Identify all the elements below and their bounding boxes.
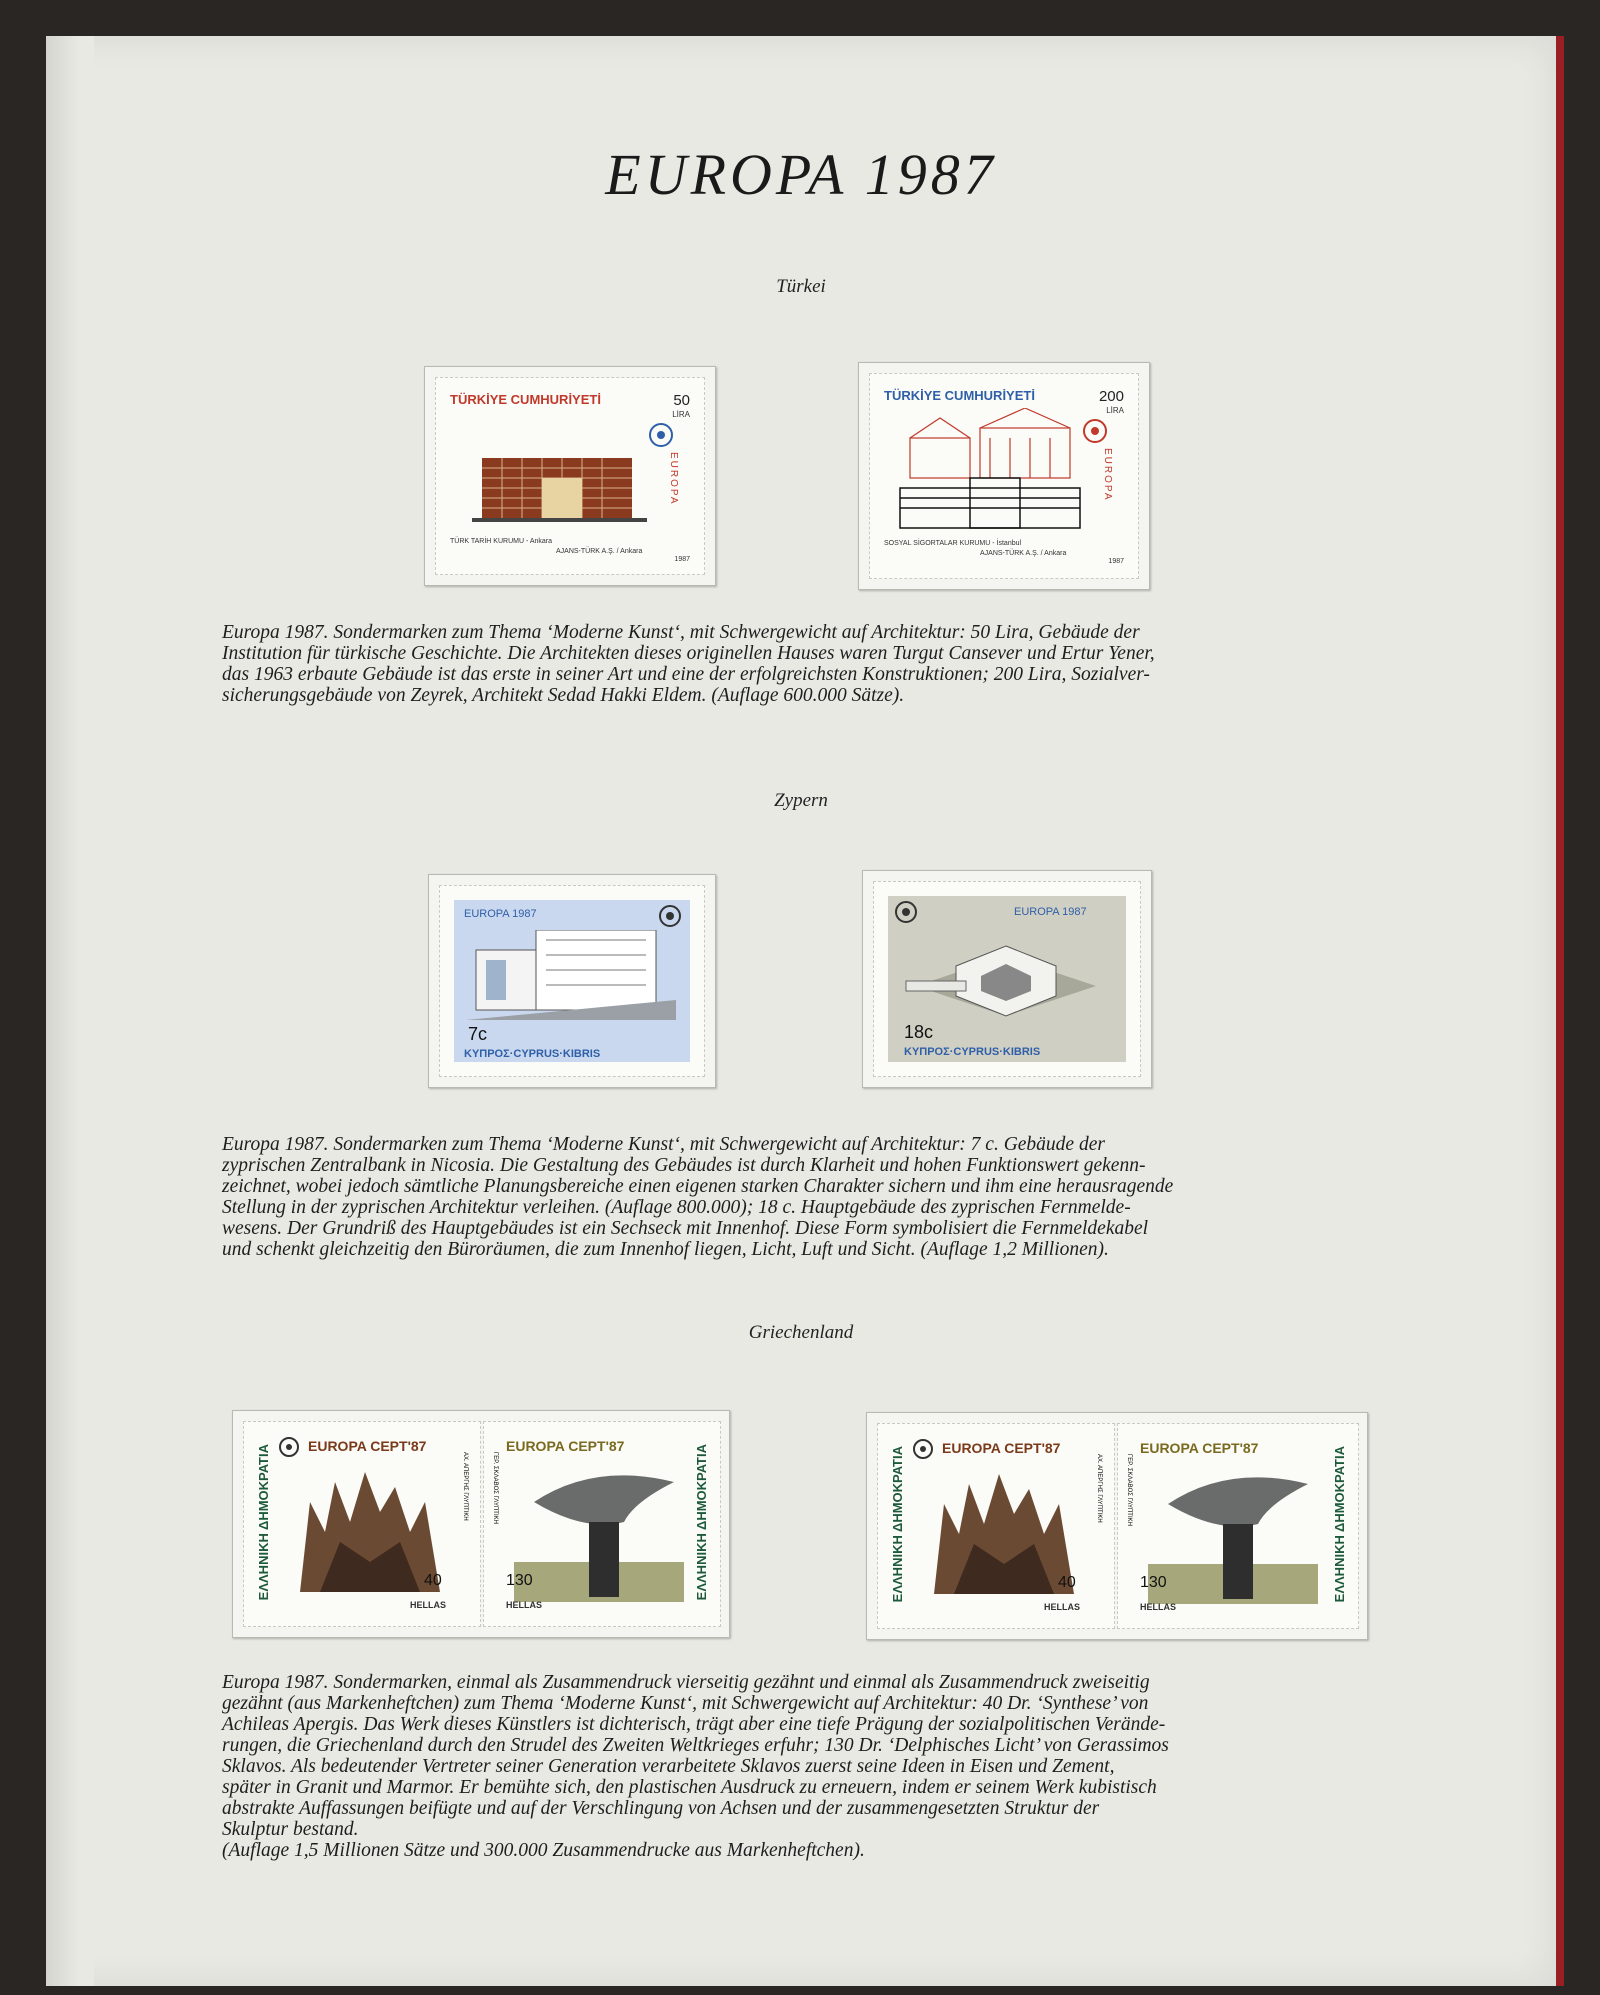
stamp-country-vertical: ΕΛΛΗΝΙΚΗ ΔΗΜΟΚΡΑΤΙΑ [256,1444,271,1601]
stamp-header: EUROPA 1987 [1014,906,1087,918]
description-line: sicherungsgebäude von Zeyrek, Architekt Sedad Hakki Eldem. (Auflage 600.000 Sätze). [222,685,905,706]
description-line: Europa 1987. Sondermarken zum Thema ‘Moderne Kunst‘, mit Schwergewicht auf Architektur: 50 Lira, Gebäude der [222,622,1140,643]
stamp-mount [858,362,1150,590]
stamp-caption: TÜRK TARİH KURUMU - Ankara [450,538,553,545]
stamp-footer: ΚΥΠΡΟΣ·CYPRUS·KIBRIS [904,1046,1041,1058]
stamp-footer: HELLAS [1044,1602,1080,1612]
stamp-side-text: EUROPA [668,452,679,506]
stamp-year: 1987 [1108,558,1124,565]
stamp-artist: ΓΕΡ. ΣΚΛΑΒΟΣ ΓΛΥΠΤΙΚΗ [492,1452,498,1524]
stamp-mount [424,366,716,586]
stamp-printer: AJANS-TÜRK A.Ş. / Ankara [980,550,1067,557]
stamp-footer: HELLAS [506,1600,542,1610]
europa-emblem-icon [894,900,918,924]
sculpture-illustration [1148,1464,1318,1604]
description-line: wesens. Der Grundriß des Hauptgebäudes ist ein Sechseck mit Innenhof. Diese Form symbolisiert die Fernmeldekabel [222,1218,1149,1239]
stamp-country-vertical: ΕΛΛΗΝΙΚΗ ΔΗΜΟΚΡΑΤΙΑ [694,1444,709,1601]
description-cyprus [222,1134,1432,1260]
stamp-mount [428,874,716,1088]
page-binding [46,36,94,1986]
description-line: Europa 1987. Sondermarken, einmal als Zusammendruck vierseitig gezähnt und einmal als Zusammendruck zweiseitig [222,1672,1150,1693]
description-line: das 1963 erbaute Gebäude ist das erste in seiner Art und eine der erfolgreichsten Konstruktionen; 200 Lira, Sozialver- [222,664,1150,685]
stamp-header: EUROPA CEPT'87 [308,1438,427,1454]
stamp-unit: LİRA [1106,406,1124,415]
stamp-header: TÜRKİYE CUMHURİYETİ [450,392,601,407]
stamp-value: 18c [904,1022,934,1042]
description-line: und schenkt gleichzeitig den Büroräumen, die zum Innenhof liegen, Licht, Luft und Sicht. (Auflage 1,2 Millionen). [222,1239,1109,1260]
stamp-unit: LİRA [672,410,690,419]
stamp-greece-130 [483,1421,721,1627]
stamp-artist: ΓΕΡ. ΣΚΛΑΒΟΣ ΓΛΥΠΤΙΚΗ [1126,1454,1132,1526]
description-line: Europa 1987. Sondermarken zum Thema ‘Moderne Kunst‘, mit Schwergewicht auf Architektur: 7 c. Gebäude der [222,1134,1105,1155]
description-line: zyprischen Zentralbank in Nicosia. Die Gestaltung des Gebäudes ist durch Klarheit und hohen Funktionswert gekenn- [222,1155,1146,1176]
stamp-country-vertical: ΕΛΛΗΝΙΚΗ ΔΗΜΟΚΡΑΤΙΑ [890,1446,905,1603]
description-line: rungen, die Griechenland durch den Strudel des Zweiten Weltkrieges erfuhr; 130 Dr. ‘Delphisches Licht’ von Gerassimos [222,1735,1169,1756]
stamp-value: 200 [1098,388,1124,405]
description-line: Achileas Apergis. Das Werk dieses Künstlers ist dichterisch, trägt aber eine tiefe Prägung der sozialpolitischen Verände- [222,1714,1166,1735]
description-line: (Auflage 1,5 Millionen Sätze und 300.000 Zusammendrucke aus Markenheftchen). [222,1840,865,1861]
stamp-footer: HELLAS [1140,1602,1176,1612]
stamp-greece-130 [1117,1423,1359,1629]
stamp-year: 1987 [674,556,690,563]
stamp-greece-40 [877,1423,1115,1629]
description-line: Stellung in der zyprischen Architektur verleihen. (Auflage 800.000); 18 c. Hauptgebäude des zyprischen Fernmelde- [222,1197,1131,1218]
stamp-turkey-50 [435,377,705,575]
page-title: EUROPA 1987 [605,142,997,207]
stamp-pair-mount [232,1410,730,1638]
sculpture-illustration [514,1462,684,1602]
description-line: Sklavos. Als bedeutender Vertreter seiner Generation verarbeitete Sklavos zuerst seine Ideen in Eisen und Zement, [222,1756,1115,1777]
stamp-value: 50 [673,392,690,409]
country-heading-cyprus: Zypern [774,790,828,811]
description-line: zeichnet, wobei jedoch sämtliche Planungsbereiche einen eigenen starken Charakter sichern und ihm eine herausragende [222,1176,1174,1197]
stamp-header: EUROPA CEPT'87 [1140,1440,1259,1456]
stamp-side-text: EUROPA [1102,448,1113,502]
building-illustration [890,408,1090,538]
stamp-caption: SOSYAL SİGORTALAR KURUMU - İstanbul [884,540,1022,547]
building-illustration [896,926,1116,1022]
stamp-header: TÜRKİYE CUMHURİYETİ [884,388,1035,403]
country-heading-greece: Griechenland [748,1322,854,1343]
country-heading-turkey: Türkei [776,276,826,297]
stamp-turkey-200 [869,373,1139,579]
stamp-header: EUROPA CEPT'87 [506,1438,625,1454]
europa-emblem-icon [658,904,682,928]
description-line: Skulptur bestand. [222,1819,359,1840]
stamp-value: 40 [1058,1574,1076,1591]
stamp-footer: HELLAS [410,1600,446,1610]
description-line: gezähnt (aus Markenheftchen) zum Thema ‘Moderne Kunst‘, mit Schwergewicht auf Architektur: 40 Dr. ‘Synthese’ von [222,1693,1149,1714]
stamp-header: EUROPA 1987 [464,908,537,920]
stamp-value: 7c [468,1024,488,1044]
stamp-greece-40 [243,1421,481,1627]
building-illustration [472,438,652,538]
stamp-header: EUROPA CEPT'87 [942,1440,1061,1456]
stamp-value: 130 [506,1572,533,1589]
description-greece [222,1672,1432,1861]
stamp-country-vertical: ΕΛΛΗΝΙΚΗ ΔΗΜΟΚΡΑΤΙΑ [1332,1446,1347,1603]
europa-emblem-icon [278,1436,300,1458]
description-turkey [222,622,1432,706]
stamp-value: 130 [1140,1574,1167,1591]
stamp-footer: ΚΥΠΡΟΣ·CYPRUS·KIBRIS [464,1048,601,1060]
stamp-pair-mount [866,1412,1368,1640]
description-line: abstrakte Auffassungen beifügte und auf der Verschlingung von Achsen und der zusammengesetzten Struktur der [222,1798,1100,1819]
stamp-value: 40 [424,1572,442,1589]
stamp-cyprus-18c [873,881,1141,1077]
stamp-printer: AJANS-TÜRK A.Ş. / Ankara [556,548,643,555]
description-line: Institution für türkische Geschichte. Die Architekten dieses originellen Hauses waren Turgut Cansever und Ertur Yener, [222,643,1155,664]
description-line: später in Granit und Marmor. Er bemühte sich, den plastischen Ausdruck zu erneuern, indem er seinem Werk kubistisch [222,1777,1157,1798]
stamp-artist: ΑΧ. ΑΠΕΡΓΗΣ ΓΛΥΠΤΙΚΗ [1096,1454,1102,1523]
building-illustration [466,930,676,1020]
europa-emblem-icon [912,1438,934,1460]
album-page [46,36,1564,1986]
stamp-artist: ΑΧ. ΑΠΕΡΓΗΣ ΓΛΥΠΤΙΚΗ [462,1452,468,1521]
stamp-mount [862,870,1152,1088]
stamp-cyprus-7c [439,885,705,1077]
